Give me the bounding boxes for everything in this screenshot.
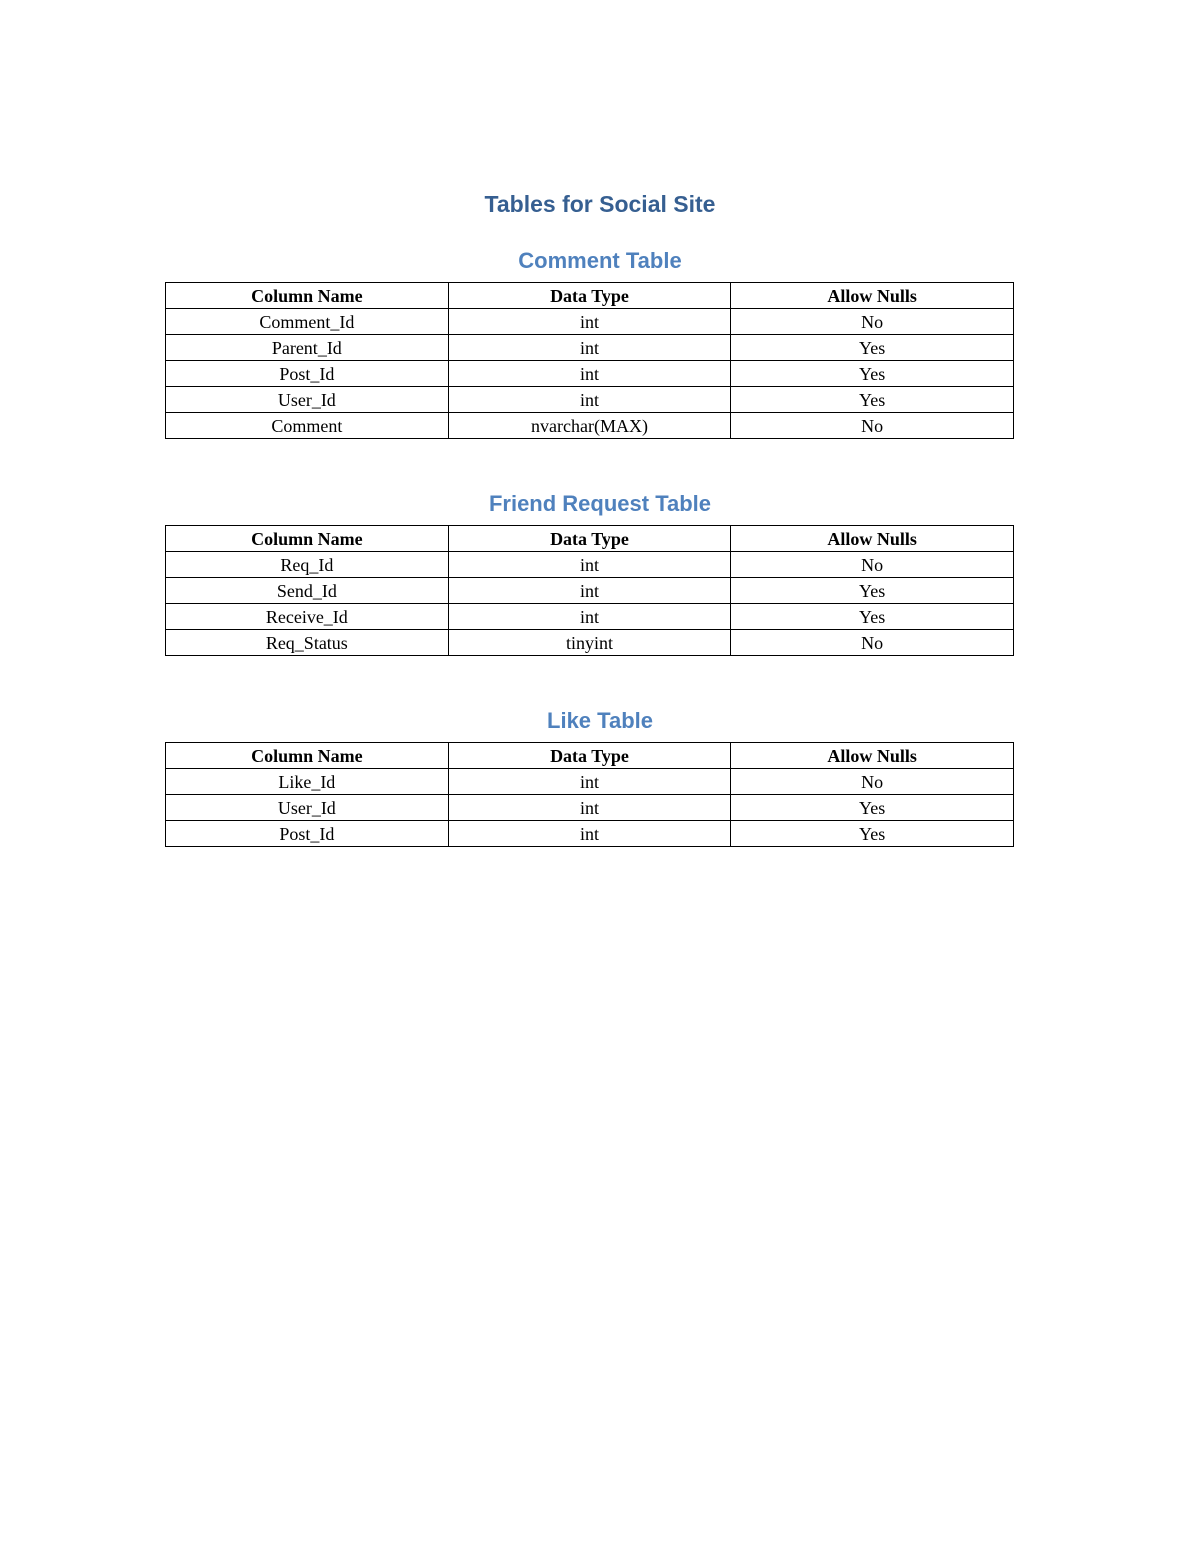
column-header: Column Name (166, 283, 449, 309)
table-cell: int (448, 578, 731, 604)
table-cell: Req_Id (166, 552, 449, 578)
table-row (166, 578, 1014, 604)
table-cell: No (731, 630, 1014, 656)
column-header: Allow Nulls (731, 526, 1014, 552)
table-row (166, 387, 1014, 413)
table-cell: Yes (731, 604, 1014, 630)
table-row (166, 604, 1014, 630)
table-header-row (166, 526, 1014, 552)
table-header-row (166, 743, 1014, 769)
comment-table (165, 282, 1014, 439)
like-table-title: Like Table (547, 708, 653, 733)
document-title: Tables for Social Site (484, 191, 716, 217)
table-row (166, 309, 1014, 335)
table-cell: Yes (731, 361, 1014, 387)
column-header: Data Type (448, 743, 731, 769)
table-cell: User_Id (166, 387, 449, 413)
table-cell: int (448, 309, 731, 335)
table-cell: Yes (731, 387, 1014, 413)
table-cell: No (731, 552, 1014, 578)
table-row (166, 335, 1014, 361)
column-header: Data Type (448, 283, 731, 309)
table-cell: Parent_Id (166, 335, 449, 361)
table-cell: User_Id (166, 795, 449, 821)
table-cell: No (731, 413, 1014, 439)
table-cell: int (448, 769, 731, 795)
friend-request-table-title: Friend Request Table (488, 491, 712, 516)
table-cell: Send_Id (166, 578, 449, 604)
table-cell: tinyint (448, 630, 731, 656)
table-cell: int (448, 335, 731, 361)
table-cell: int (448, 552, 731, 578)
table-cell: Req_Status (166, 630, 449, 656)
table-cell: Yes (731, 335, 1014, 361)
column-header: Column Name (166, 526, 449, 552)
table-row (166, 795, 1014, 821)
table-cell: No (731, 309, 1014, 335)
column-header: Data Type (448, 526, 731, 552)
table-cell: Yes (731, 795, 1014, 821)
table-cell: Yes (731, 821, 1014, 847)
friend-request-table (165, 525, 1014, 656)
table-cell: Comment_Id (166, 309, 449, 335)
table-row (166, 552, 1014, 578)
table-row (166, 413, 1014, 439)
table-cell: int (448, 387, 731, 413)
table-cell: int (448, 795, 731, 821)
table-row (166, 821, 1014, 847)
table-cell: Post_Id (166, 821, 449, 847)
table-cell: Like_Id (166, 769, 449, 795)
table-cell: Yes (731, 578, 1014, 604)
table-cell: int (448, 361, 731, 387)
column-header: Column Name (166, 743, 449, 769)
like-table (165, 742, 1014, 847)
table-cell: Post_Id (166, 361, 449, 387)
table-row (166, 361, 1014, 387)
table-row (166, 769, 1014, 795)
table-cell: int (448, 821, 731, 847)
table-cell: No (731, 769, 1014, 795)
table-cell: nvarchar(MAX) (448, 413, 731, 439)
comment-table-title: Comment Table (518, 248, 682, 273)
table-row (166, 630, 1014, 656)
table-cell: Comment (166, 413, 449, 439)
table-cell: Receive_Id (166, 604, 449, 630)
table-header-row (166, 283, 1014, 309)
column-header: Allow Nulls (731, 283, 1014, 309)
table-cell: int (448, 604, 731, 630)
column-header: Allow Nulls (731, 743, 1014, 769)
